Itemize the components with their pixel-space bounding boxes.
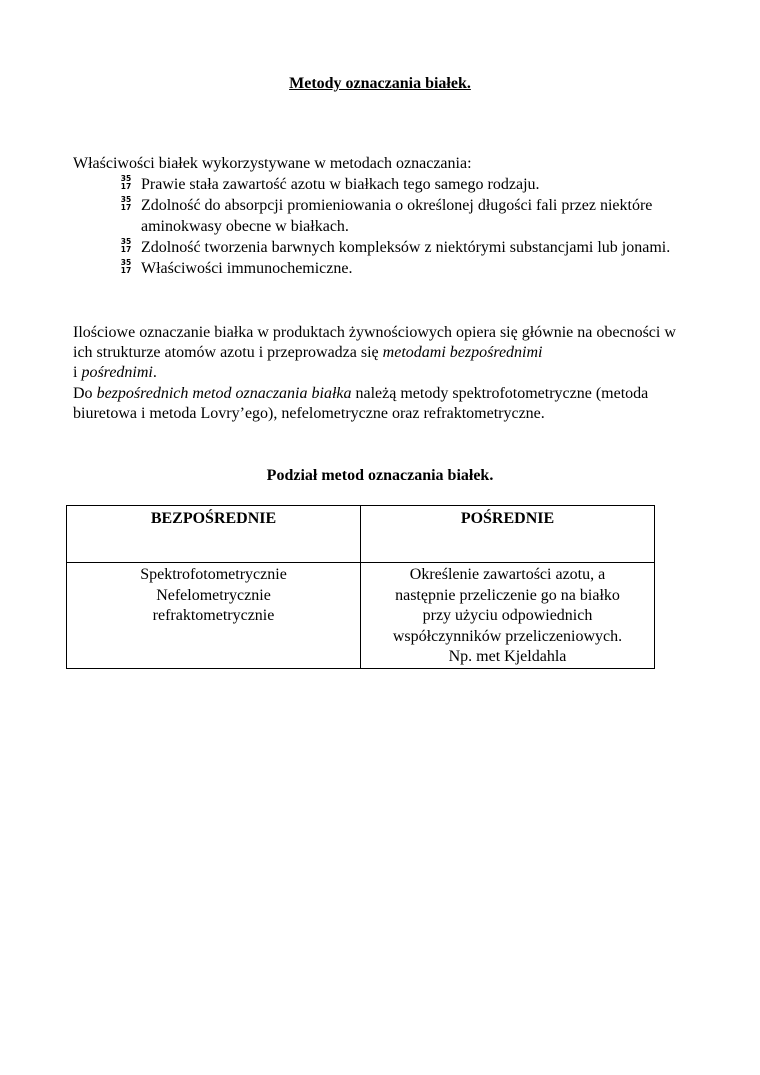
table-row [67,563,655,669]
paragraph-quantitative: Ilościowe oznaczanie białka w produktach żywnościowych opiera się głównie na obecności w ich strukturze atomów azotu i przeprowadza się metodami bezpośrednimi i pośrednimi. [73,324,676,382]
table-header-row [67,506,655,563]
emphasis-indirect: pośrednimi [81,364,153,382]
list-item-text: Zdolność tworzenia barwnych kompleksów z niektórymi substancjami lub jonami. [141,239,671,256]
list-item [73,237,683,258]
properties-list [73,174,683,279]
emphasis-direct: metodami bezpośrednimi [382,344,543,362]
header-indirect: POŚREDNIE [361,506,655,563]
list-item-text: Właściwości immunochemiczne. [141,260,353,277]
bullet-icon: 35 17 [120,195,132,212]
bullet-icon: 35 17 [120,258,132,275]
bullet-icon: 35 17 [120,237,132,254]
cell-indirect-methods: Określenie zawartości azotu, a następnie przeliczenie go na białko przy użyciu odpowiednich współczynników przeliczeniowych. Np. met Kjeldahla [361,563,655,669]
list-item [73,258,683,279]
list-item-text: Prawie stała zawartość azotu w białkach tego samego rodzaju. [141,176,540,193]
table-title: Podział metod oznaczania białek. [266,467,494,484]
list-item-text: Zdolność do absorpcji promieniowania o określonej długości fali przez niektóre aminokwasy obecne w białkach. [141,197,653,235]
paragraph-direct-methods: Do bezpośrednich metod oznaczania białka należą metody spektrofotometryczne (metoda biuretowa i metoda Lovry’ego), nefelometryczne oraz refraktometryczne. [73,384,649,422]
intro-text: Właściwości białek wykorzystywane w metodach oznaczania: [73,155,472,172]
page-title: Metody oznaczania białek. [289,75,471,92]
cell-direct-methods: Spektrofotometrycznie Nefelometrycznie refraktometrycznie [67,563,361,669]
list-item [73,195,683,237]
header-direct: BEZPOŚREDNIE [67,506,361,563]
methods-table [66,505,655,669]
list-item [73,174,683,195]
body-paragraphs [73,323,683,424]
bullet-icon: 35 17 [120,174,132,191]
emphasis-direct-methods: bezpośrednich metod oznaczania białka [96,384,352,402]
